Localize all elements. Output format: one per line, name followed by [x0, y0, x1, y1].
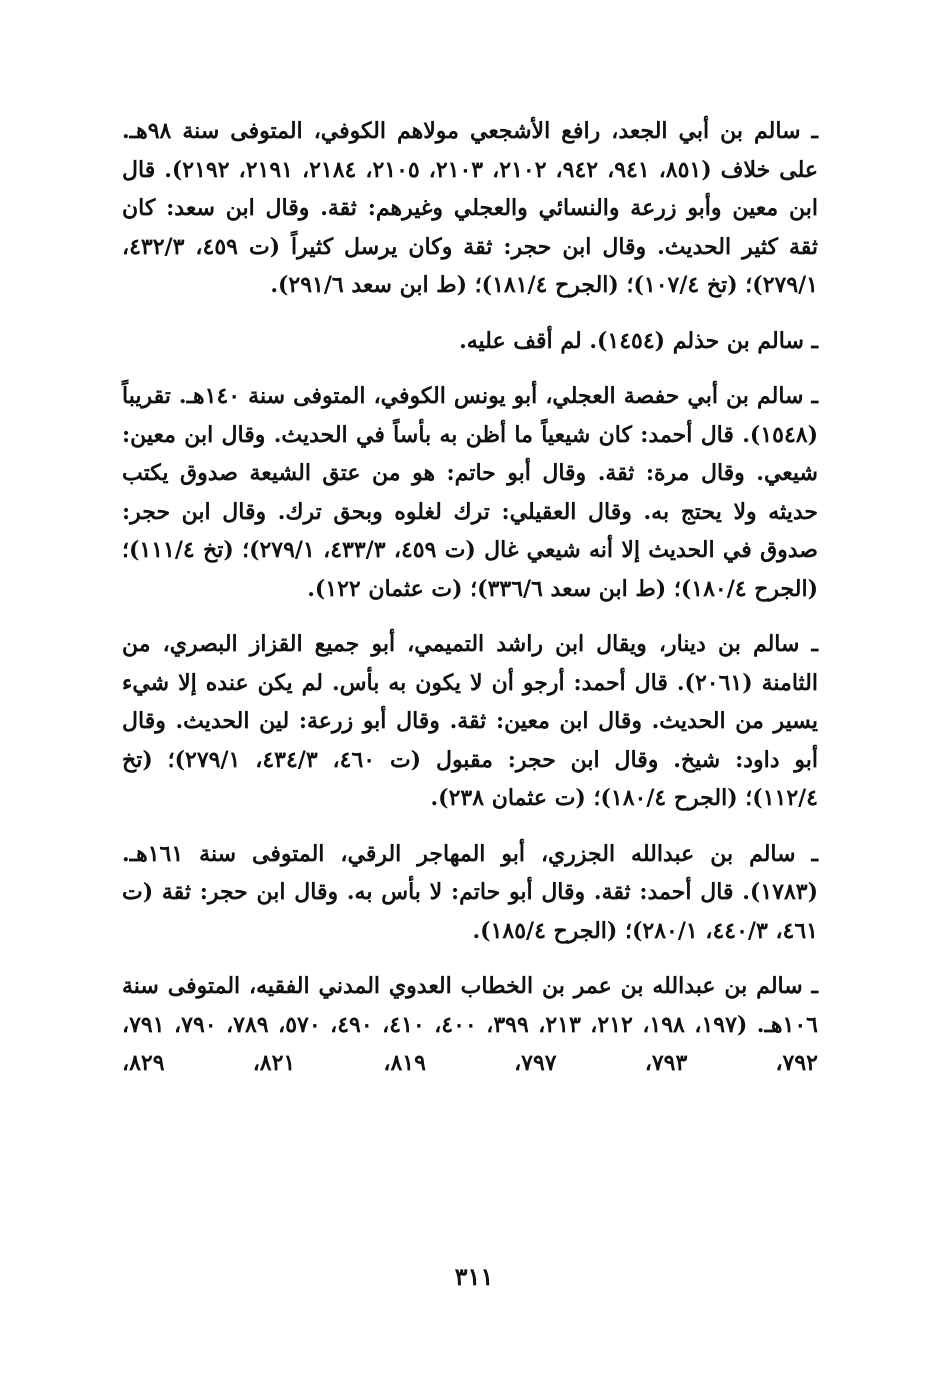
page-number: ٣١١	[454, 1262, 494, 1291]
entry-salim-ibn-dinar: ـ سالم بن دينار، ويقال ابن راشد التميمي، أبو جميع القزاز البصري، من الثامنة (٢٠٦١). قال أحمد: أرجو أن لا يكون به بأس. لم يكن عنده إلا شيء يسير من الحديث. وقال ابن معين: ثقة. وقال أبو زرعة: لين الحديث. وقال أبو داود: شيخ. وقال ابن حجر: مقبول (ت ٤٦٠، ٤٣٤/٣، ٢٧٩/١)؛ (تخ ١١٢/٤)؛ (الجرح ١٨٠/٤)؛ (ت عثمان ٢٣٨).	[122, 631, 819, 811]
entry-salim-ibn-abdallah-al-jazari: ـ سالم بن عبدالله الجزري، أبو المهاجر الرقي، المتوفى سنة ١٦١هـ. (١٧٨٣). قال أحمد: ثقة. وقال أبو حاتم: لا بأس به. وقال ابن حجر: ثقة (ت ٤٦١، ٤٤٠/٣، ٢٨٠/١)؛ (الجرح ١٨٥/٤).	[122, 840, 818, 944]
entry-salim-ibn-hadhlam: ـ سالم بن حذلم (١٤٥٤). لم أقف عليه.	[459, 327, 818, 354]
entry-salim-ibn-abi-al-jad: ـ سالم بن أبي الجعد، رافع الأشجعي مولاهم الكوفي، المتوفى سنة ٩٨هـ. على خلاف (٨٥١، ٩٤١، ٩٤٢، ٢١٠٢، ٢١٠٣، ٢١٠٥، ٢١٨٤، ٢١٩١، ٢١٩٢). قال ابن معين وأبو زرعة والنسائي والعجلي وغيرهم: ثقة. وقال ابن سعد: كان ثقة كثير الحديث. وقال ابن حجر: ثقة وكان يرسل كثيراً (ت ٤٥٩، ٤٣٢/٣، ٢٧٩/١)؛ (تخ ١٠٧/٤)؛ (الجرح ١٨١/٤)؛ (ط ابن سعد ٢٩١/٦).	[122, 118, 818, 298]
entry-salim-ibn-abdallah-ibn-umar: ـ سالم بن عبدالله بن عمر بن الخطاب العدوي المدني الفقيه، المتوفى سنة ١٠٦هـ. (١٩٧، ١٩٨، ٢١٢، ٢١٣، ٣٩٩، ٤٠٠، ٤١٠، ٤٩٠، ٥٧٠، ٧٨٩، ٧٩٠، ٧٩١، ٧٩٢، ٧٩٣، ٧٩٧، ٨١٩، ٨٢١، ٨٢٩،	[122, 973, 818, 1076]
entry-salim-ibn-abi-hafsa: ـ سالم بن أبي حفصة العجلي، أبو يونس الكوفي، المتوفى سنة ١٤٠هـ. تقريباً (١٥٤٨). قال أحمد: كان شيعياً ما أظن به بأساً في الحديث. وقال ابن معين: شيعي. وقال مرة: ثقة. وقال أبو حاتم: هو من عتق الشيعة صدوق يكتب حديثه ولا يحتج به. وقال العقيلي: ترك لغلوه وبحق ترك. وقال ابن حجر: صدوق في الحديث إلا أنه شيعي غال (ت ٤٥٩، ٤٣٣/٣، ٢٧٩/١)؛ (تخ ١١١/٤)؛ (الجرح ١٨٠/٤)؛ (ط ابن سعد ٣٣٦/٦)؛ (ت عثمان ١٢٢).	[122, 383, 818, 602]
